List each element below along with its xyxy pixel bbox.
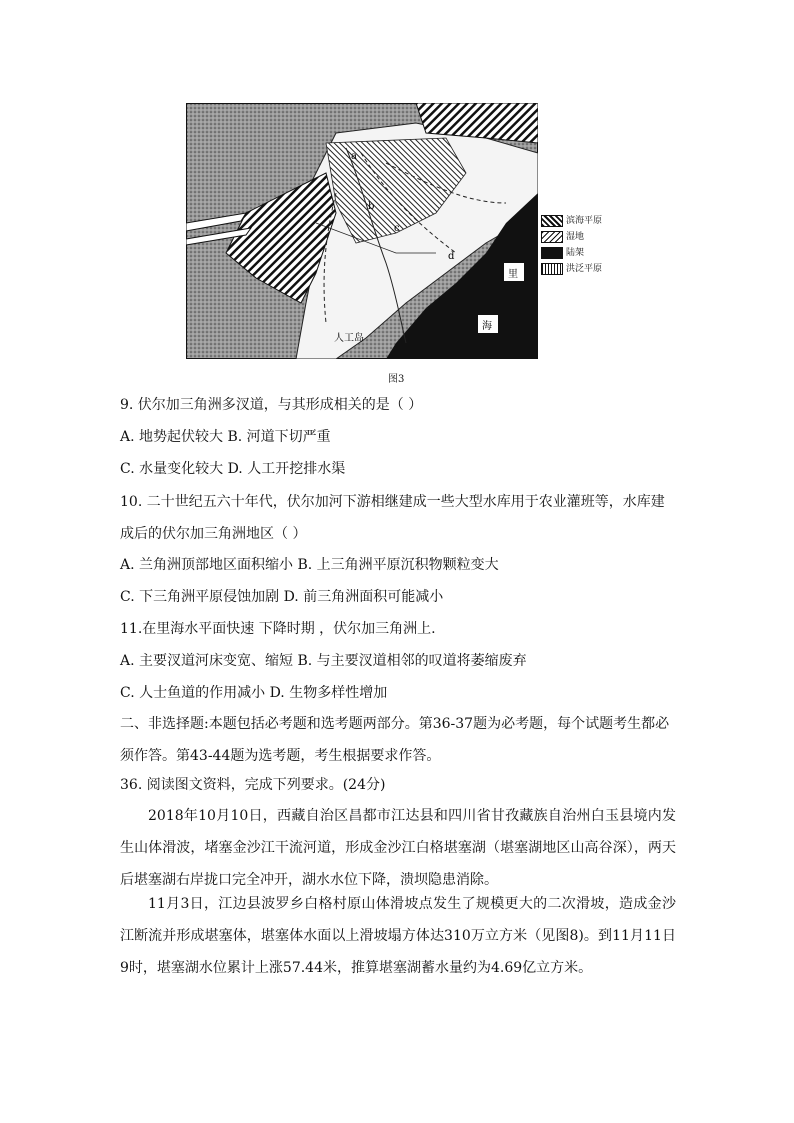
q9-stem: 9. 伏尔加三角洲多汊道，与其形成相关的是（ ） <box>120 397 423 413</box>
figure-caption: 图3 <box>388 374 405 385</box>
map-label-d: d <box>448 251 455 262</box>
map-label-sea-2: 海 <box>482 321 492 332</box>
q11-options-ab: A. 主要汊道河床变宽、缩短 B. 与主要汊道相邻的叹道将萎缩废弃 <box>120 653 527 669</box>
q10-stem: 10. 二十世纪五六十年代，伏尔加河下游相继建成一些大型水库用于农业灌班等，水库建成后的伏尔加三角洲地区（ ） <box>120 494 665 542</box>
map-label-b: b <box>368 201 375 212</box>
map-label-a: a <box>351 151 357 162</box>
coastal-plain-swatch-icon <box>541 215 563 227</box>
q9-options-ab: A. 地势起伏较大 B. 河道下切严重 <box>120 429 331 445</box>
map-legend <box>541 213 602 277</box>
legend-item <box>541 229 602 245</box>
delta-map <box>186 103 538 359</box>
legend-label: 滨海平原 <box>566 216 603 226</box>
q10-options-ab: A. 兰角洲顶部地区面积缩小 B. 上三角洲平原沉积物颗粒变大 <box>120 557 499 573</box>
legend-item <box>541 213 602 229</box>
legend-item <box>541 245 602 261</box>
wetland-swatch-icon <box>541 231 563 243</box>
q10-options-cd: C. 下三角洲平原侵蚀加剧 D. 前三角洲面积可能减小 <box>120 589 444 605</box>
q36-title: 36. 阅读图文资料，完成下列要求。(24分) <box>120 777 386 793</box>
shelf-swatch-icon <box>541 247 563 259</box>
delta-map-graphic <box>186 103 538 359</box>
q36-paragraph-2: 11月3日，江边县波罗乡白格村原山体滑坡点发生了规模更大的二次滑坡，造成金沙江断流并形成堪塞体，堪塞体水面以上滑坡塌方体达310万立方米（见图8)。到11月11日9时，堪塞湖水位累计上涨57.44米，推算堪塞湖蓄水量约为4.69亿立方米。 <box>120 896 676 976</box>
q36-paragraph-1: 2018年10月10日，西藏自治区昌都市江达县和四川省甘孜藏族自治州白玉县境内发生山体滑波，堵塞金沙江干流河道，形成金沙江白格堪塞湖（堪塞湖地区山高谷深），两天后堪塞湖右岸拢口完全冲开，湖水水位下降，溃坝隐患消除。 <box>120 808 676 888</box>
legend-item <box>541 261 602 277</box>
q11-stem: 11.在里海水平面快速 下降时期 ，伏尔加三角洲上. <box>120 621 436 637</box>
map-label-island: 人工岛 <box>334 333 364 344</box>
section2-intro: 二、非选择题:本题包括必考题和选考题两部分。第36-37题为必考题，每个试题考生都必须作答。第43-44题为选考题，考生根据要求作答。 <box>120 716 670 764</box>
q11-options-cd: C. 人士鱼道的作用减小 D. 生物多样性增加 <box>120 685 388 701</box>
q9-options-cd: C. 水量变化较大 D. 人工开挖排水渠 <box>120 461 346 477</box>
legend-label: 陆架 <box>566 248 585 258</box>
floodplain-swatch-icon <box>541 263 563 275</box>
legend-label: 湿地 <box>566 232 585 242</box>
legend-label: 洪泛平原 <box>566 264 603 274</box>
map-label-c: c <box>394 223 400 234</box>
map-label-sea-1: 里 <box>508 269 518 280</box>
